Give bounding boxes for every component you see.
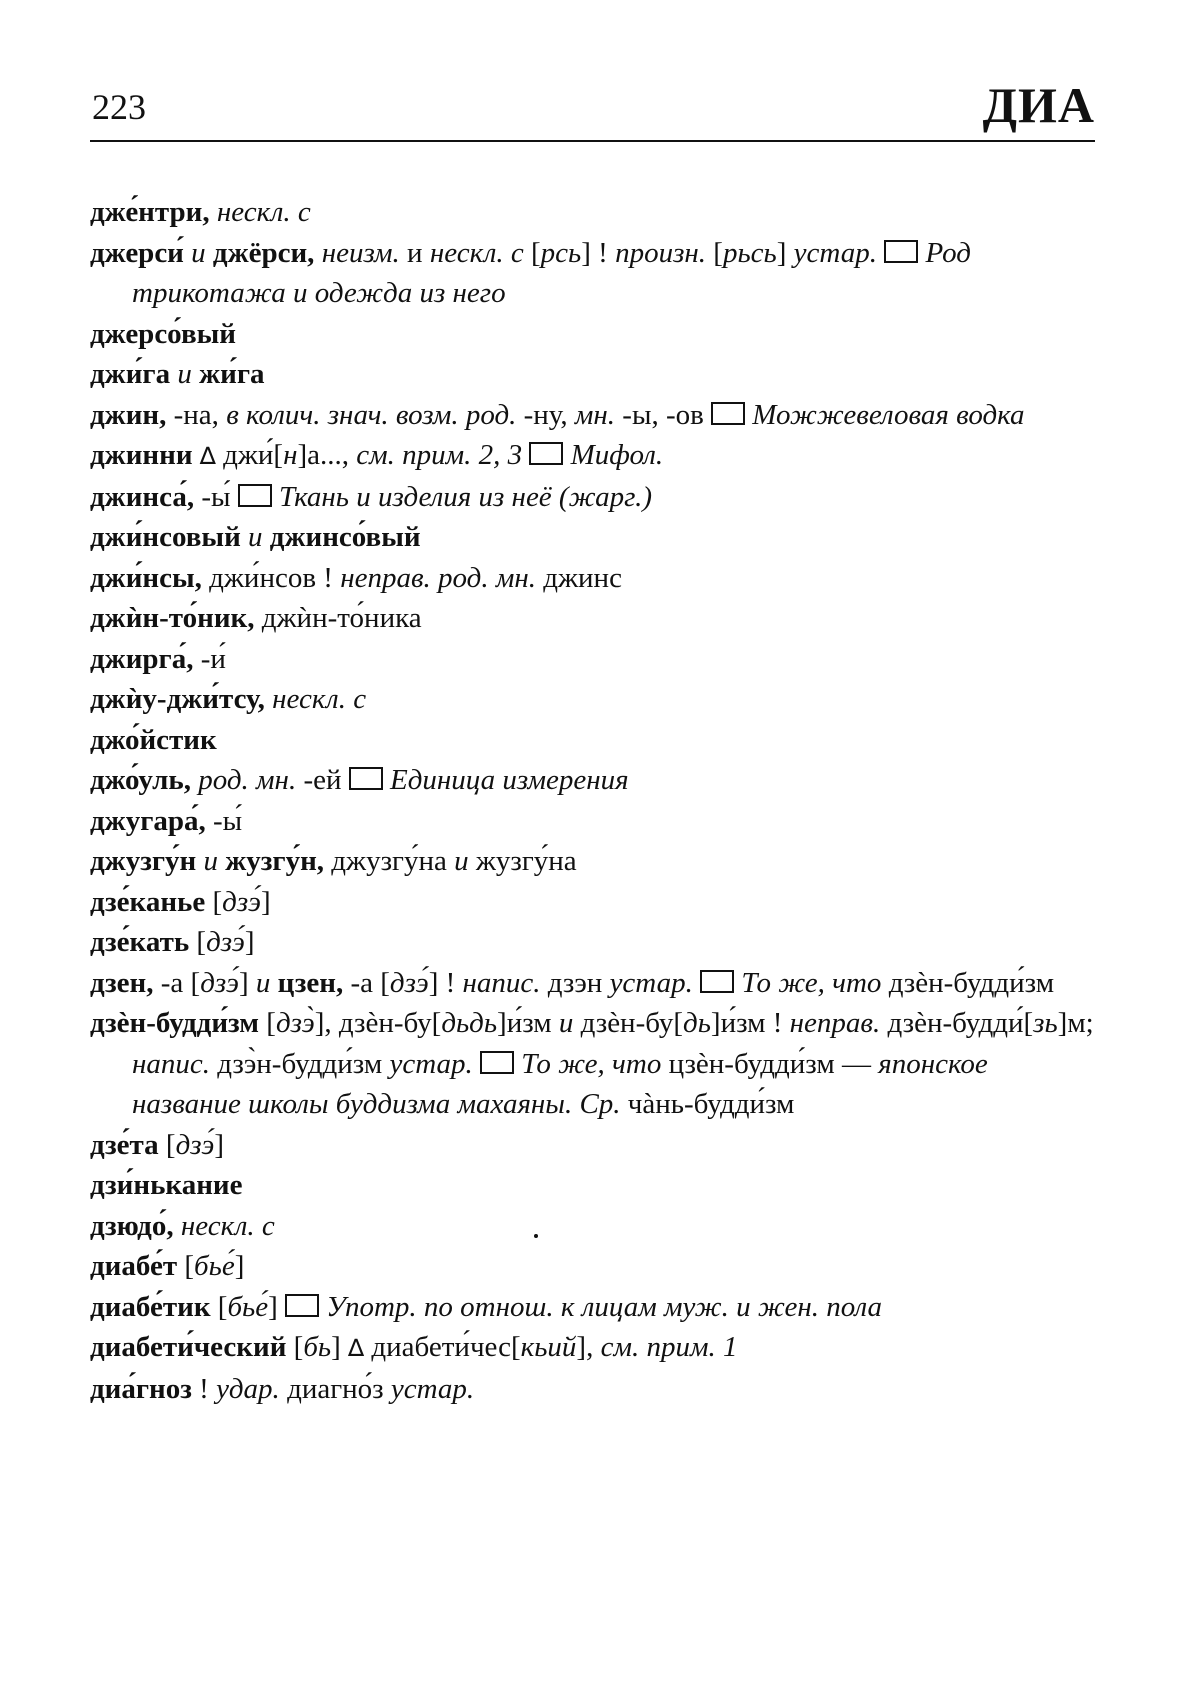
headword: джузгу́н [90, 845, 197, 877]
square-box-icon [480, 1051, 514, 1074]
entry-text: чàнь-будди́зм [620, 1088, 795, 1120]
entry-text: дзѐн-будди́[ [880, 1007, 1034, 1039]
grammar-note: устар. [793, 236, 877, 269]
entry-text: ! [191, 1372, 217, 1405]
entry-text: [ [286, 1331, 304, 1363]
entry-text: -ы, -ов [615, 398, 712, 431]
entry-text [693, 967, 700, 999]
grammar-note: удар. [216, 1372, 280, 1405]
entry-text: ] [238, 966, 256, 999]
headword: джинни [90, 439, 193, 471]
grammar-note: напис. [132, 1047, 211, 1080]
square-box-icon [529, 442, 563, 465]
entry-dzhuzgun [90, 841, 1098, 882]
entry-text: джинс [535, 561, 622, 594]
entry-dzekat [90, 922, 1098, 963]
grammar-note: нескл. с [429, 236, 524, 269]
grammar-note: Употр. по отнош. к лицам муж. и жен. пола [319, 1290, 882, 1323]
entry-text: ]а..., [297, 439, 357, 471]
entry-text: джи́[ [215, 439, 284, 471]
grammar-note: Мифол. [563, 439, 664, 471]
entry-text [174, 1210, 181, 1242]
entry-text: ], дзѐн-бу[ [314, 1007, 442, 1039]
grammar-note: рьсь [722, 236, 777, 269]
grammar-note: дзэ́ [389, 966, 429, 999]
headword: дзен, [90, 966, 154, 999]
entry-text: [ [210, 1290, 228, 1323]
grammar-note: мн. [574, 398, 616, 431]
page-header [90, 78, 1095, 142]
entry-dzhinsa [90, 477, 1098, 518]
entry-text: жузгу́на [468, 845, 577, 877]
entry-dzhin-tonik [90, 598, 1098, 639]
entry-diabetik [90, 1287, 1098, 1328]
entry-dzhersovyj [90, 314, 1098, 355]
entry-dzhentri [90, 192, 1098, 233]
grammar-note: род. мн. [198, 764, 297, 796]
entry-text: джи́нсов ! [201, 561, 341, 594]
entry-text: [ [205, 885, 223, 918]
grammar-note: Единица измерения [382, 764, 629, 796]
entry-dzekanie [90, 882, 1098, 923]
headword: дзѐн-будди́зм [90, 1007, 260, 1039]
grammar-note: дьдь [441, 1007, 498, 1039]
square-box-icon [349, 767, 383, 790]
entry-text: ] [214, 1128, 225, 1161]
grammar-note: японское название школы буддизма махаяны. Ср. [132, 1047, 988, 1120]
headword: джирга́, [90, 642, 194, 675]
entry-text: дзѐн-будди́зм [881, 966, 1055, 999]
headword: дзе́канье [90, 885, 206, 918]
grammar-note: и [170, 358, 200, 390]
entry-text: ]и́зм ! [710, 1007, 790, 1039]
entry-dzhinsovyj [90, 517, 1098, 558]
entry-dzhinni [90, 435, 1098, 477]
entry-dzhiga [90, 354, 1098, 395]
entry-text: ] ! [581, 236, 616, 269]
entry-text: ] [776, 236, 794, 269]
headword: джугара́, [90, 804, 206, 837]
entry-text: ] [331, 1331, 349, 1363]
grammar-note: и [183, 236, 213, 269]
print-speck [534, 1234, 538, 1238]
entry-text: ] [244, 926, 255, 958]
entry-text [270, 967, 277, 999]
grammar-note: неизм. [314, 236, 400, 269]
headword: джо́йстик [90, 723, 217, 756]
entry-text: ]м; [1057, 1007, 1094, 1039]
grammar-note: дь [683, 1007, 711, 1039]
grammar-note: То же, что [514, 1047, 662, 1080]
grammar-note: дзэ́ [222, 885, 261, 918]
grammar-note: неправ. род. мн. [340, 561, 536, 594]
headword: джи́нсы, [90, 561, 202, 594]
entry-text: ] [260, 885, 271, 918]
grammar-note: кьий [520, 1331, 577, 1363]
entry-text: ]и́зм [497, 1007, 559, 1039]
grammar-note: бь [303, 1331, 332, 1363]
grammar-note: дзэ́ [206, 926, 245, 958]
grammar-note: см. прим. 2, 3 [356, 439, 523, 471]
entry-dzhoul [90, 760, 1098, 801]
grammar-note: произн. [615, 236, 707, 269]
entry-text: ] [234, 1250, 245, 1282]
grammar-note: и [196, 845, 226, 877]
grammar-note: Можжевеловая водка [745, 398, 1025, 431]
entry-text: цзѐн-будди́зм — [661, 1047, 879, 1080]
grammar-note: То же, что [734, 966, 882, 999]
grammar-note: бье́ [194, 1250, 235, 1282]
entry-text [193, 439, 200, 471]
grammar-note: зь [1033, 1007, 1058, 1039]
headword: дзюдо́, [90, 1209, 174, 1242]
entry-list [90, 192, 1098, 1409]
entry-dzinkanie [90, 1165, 1098, 1206]
headword: диа́гноз [90, 1372, 192, 1405]
grammar-note: в колич. знач. возм. род. [226, 398, 517, 431]
headword: джи́нсовый [90, 521, 241, 553]
grammar-note: нескл. с [272, 683, 367, 715]
entry-text: и [399, 236, 430, 269]
entry-text: ], [576, 1331, 601, 1363]
entry-text: [ [706, 236, 723, 269]
square-box-icon [285, 1294, 319, 1317]
grammar-note: и [454, 845, 469, 877]
entry-text: дзѐн-бу[ [573, 1007, 684, 1039]
headword: джин, [90, 398, 167, 431]
entry-text: ] ! [428, 966, 463, 999]
entry-dzhugara [90, 801, 1098, 842]
headword: жузгу́н, [225, 845, 325, 877]
entry-text [210, 196, 217, 228]
grammar-note: и [240, 521, 270, 553]
triangle-icon: ∆ [199, 442, 216, 470]
headword: дзе́та [90, 1128, 159, 1161]
entry-dziudo [90, 1206, 1098, 1247]
grammar-note: нескл. с [216, 196, 311, 228]
headword: джи́га [90, 358, 171, 390]
square-box-icon [700, 970, 734, 993]
grammar-note: Ткань и изделия из неё (жарг.) [271, 480, 653, 513]
entry-text: -ы́ [205, 804, 243, 837]
entry-text: диабети́чес[ [364, 1331, 521, 1363]
headword: джѝн-то́ник, [90, 602, 255, 634]
entry-dzhirga [90, 639, 1098, 680]
headword: дзе́кать [90, 926, 190, 958]
grammar-note: неправ. [789, 1007, 881, 1039]
grammar-note: устар. [389, 1047, 473, 1080]
entry-diabeticheskij [90, 1327, 1098, 1369]
headword: джо́уль, [90, 764, 192, 796]
entry-text: [ [189, 926, 207, 958]
grammar-note: см. прим. 1 [600, 1331, 738, 1363]
headword: дзи́нькание [90, 1169, 243, 1201]
entry-text: диагно́з [279, 1372, 391, 1405]
grammar-note: бье́ [227, 1290, 269, 1323]
triangle-icon: ∆ [348, 1334, 365, 1362]
headword: цзен, [277, 966, 344, 999]
entry-text: [ [259, 1007, 276, 1039]
grammar-note: дзэ́ [175, 1128, 215, 1161]
entry-dzhersi [90, 233, 1098, 314]
entry-text [522, 439, 529, 471]
square-box-icon [238, 484, 272, 507]
entry-text: -ей [296, 764, 349, 796]
entry-text: [ [158, 1128, 176, 1161]
grammar-note: нескл. с [180, 1209, 275, 1242]
entry-text: дзэн [540, 966, 610, 999]
headword: диабе́т [90, 1250, 178, 1282]
entry-dzhojstik [90, 720, 1098, 761]
entry-text: джѝн-то́ника [254, 602, 422, 634]
square-box-icon [711, 402, 745, 425]
entry-diagnoz [90, 1369, 1098, 1410]
entry-dzhinsy [90, 558, 1098, 599]
grammar-note: рсь [540, 236, 582, 269]
entry-text: [ [523, 236, 541, 269]
square-box-icon [884, 240, 918, 263]
grammar-note: дзэ́ [200, 966, 239, 999]
running-head: ДИА [982, 77, 1095, 133]
headword: джѝу-джи́тсу, [90, 683, 265, 715]
entry-text: -а [ [343, 966, 390, 999]
grammar-note: напис. [462, 966, 541, 999]
entry-text: джузгу́на [324, 845, 455, 877]
entry-text [877, 237, 884, 269]
entry-text: -и́ [193, 642, 226, 675]
grammar-note: н [283, 439, 298, 471]
entry-text: дзэ̀н-будди́зм [210, 1047, 390, 1080]
entry-text [473, 1048, 480, 1080]
page-number: 223 [92, 87, 146, 127]
headword: джинса́, [90, 480, 195, 513]
headword: диабети́ческий [90, 1331, 287, 1363]
entry-dzen-buddizm [90, 1003, 1098, 1125]
headword: джерсо́вый [90, 317, 236, 350]
entry-text: -ну, [516, 398, 575, 431]
grammar-note: Род трикотажа и одежда из него [132, 236, 971, 309]
grammar-note: и [255, 966, 271, 999]
entry-dzen [90, 963, 1098, 1004]
entry-text: -ы́ [194, 480, 238, 513]
grammar-note: устар. [609, 966, 693, 999]
headword: диабе́тик [90, 1290, 211, 1323]
entry-diabet [90, 1246, 1098, 1287]
grammar-note: и [558, 1007, 574, 1039]
entry-text: -а [ [153, 966, 201, 999]
entry-dzhiu-dzhitsu [90, 679, 1098, 720]
grammar-note: дзэ̀ [275, 1007, 315, 1039]
headword: джёрси, [212, 236, 315, 269]
entry-text: -на, [166, 398, 227, 431]
headword: дже́нтри, [90, 196, 210, 228]
grammar-note: устар. [390, 1372, 475, 1405]
entry-dzhin [90, 395, 1098, 436]
entry-text: [ [177, 1250, 195, 1282]
headword: жи́га [199, 358, 265, 390]
entry-text: ] [268, 1290, 286, 1323]
entry-dzeta [90, 1125, 1098, 1166]
headword: джинсо́вый [269, 521, 421, 553]
headword: джерси́ [90, 236, 184, 269]
